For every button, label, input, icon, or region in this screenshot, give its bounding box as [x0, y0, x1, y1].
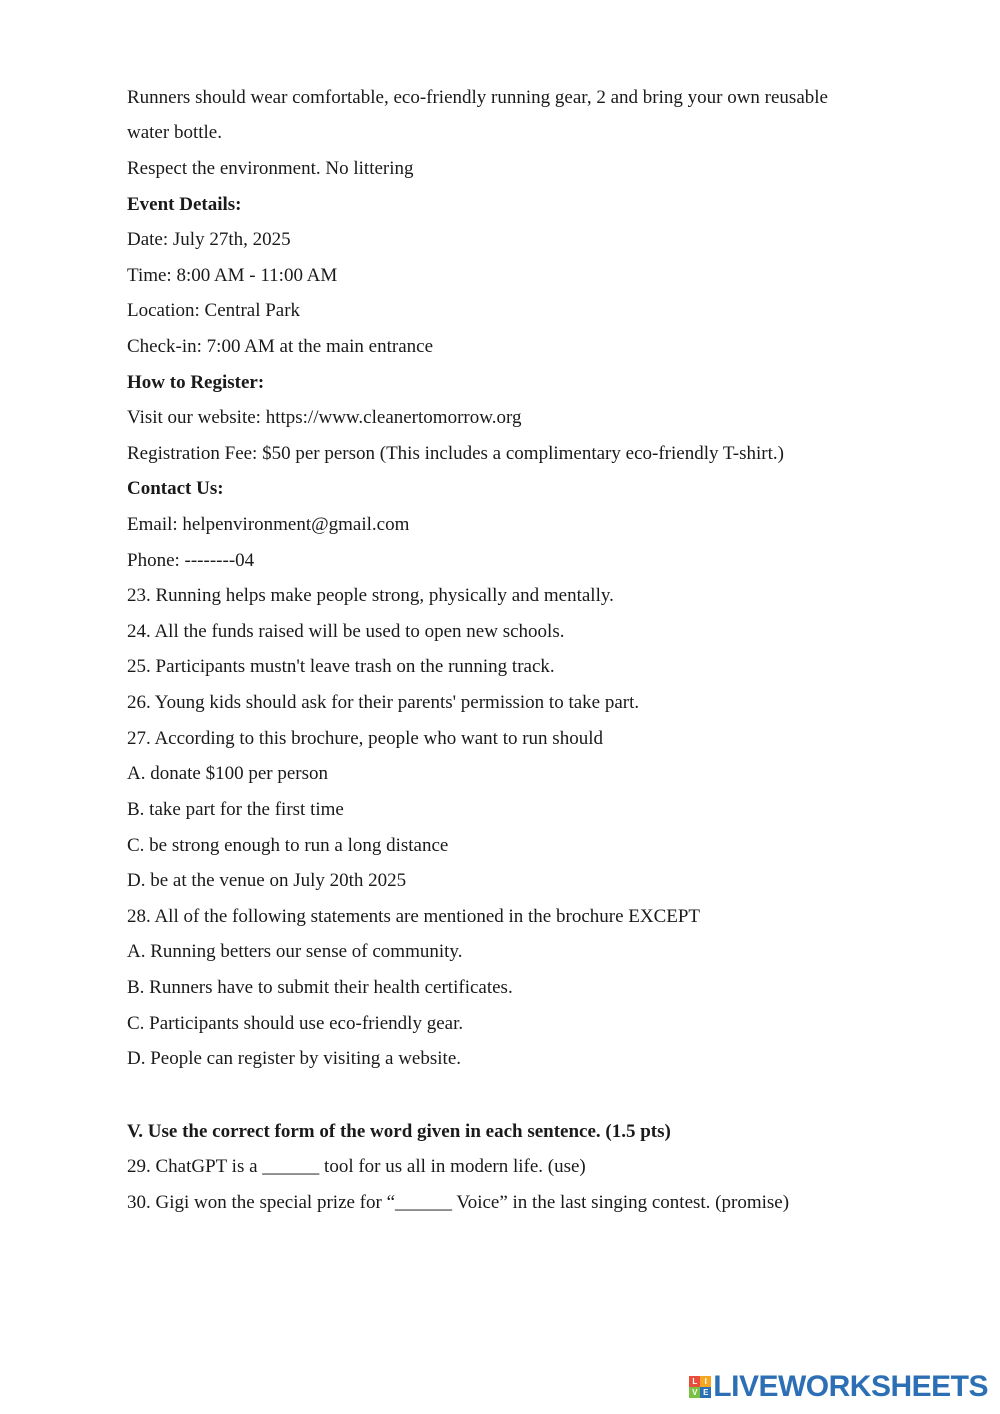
- question-28-option-a: A. Running betters our sense of community.: [127, 941, 463, 962]
- question-28-option-b: B. Runners have to submit their health certificates.: [127, 977, 513, 998]
- question-24: 24. All the funds raised will be used to open new schools.: [127, 621, 565, 642]
- logo-mark-letter: L: [689, 1376, 700, 1387]
- liveworksheets-logo: [689, 1370, 988, 1404]
- question-27-option-a: A. donate $100 per person: [127, 763, 329, 784]
- section-v-heading: V. Use the correct form of the word given in each sentence. (1.5 pts): [127, 1121, 671, 1142]
- event-date: Date: July 27th, 2025: [127, 229, 291, 250]
- contact-email: Email: helpenvironment@gmail.com: [127, 514, 410, 535]
- question-28-option-c: C. Participants should use eco-friendly gear.: [127, 1013, 464, 1034]
- question-27-option-b: B. take part for the first time: [127, 799, 344, 820]
- logo-mark-letter: V: [689, 1387, 700, 1398]
- intro-line-3: Respect the environment. No littering: [127, 158, 414, 179]
- event-time: Time: 8:00 AM - 11:00 AM: [127, 265, 338, 286]
- question-25: 25. Participants mustn't leave trash on the running track.: [127, 656, 555, 677]
- question-27-stem: 27. According to this brochure, people who want to run should: [127, 728, 603, 749]
- question-27-option-d: D. be at the venue on July 20th 2025: [127, 870, 407, 891]
- event-details-heading: Event Details:: [127, 194, 242, 215]
- event-location: Location: Central Park: [127, 300, 301, 321]
- question-28-option-d: D. People can register by visiting a website.: [127, 1048, 462, 1069]
- contact-heading: Contact Us:: [127, 478, 224, 499]
- intro-line-2: water bottle.: [127, 122, 222, 143]
- intro-line-1: Runners should wear comfortable, eco-friendly running gear, 2 and bring your own reusable: [127, 87, 828, 108]
- question-28-stem: 28. All of the following statements are mentioned in the brochure EXCEPT: [127, 906, 701, 927]
- register-website: Visit our website: https://www.cleanertomorrow.org: [127, 407, 522, 428]
- liveworksheets-logo-icon: [689, 1376, 711, 1398]
- question-23: 23. Running helps make people strong, physically and mentally.: [127, 585, 614, 606]
- question-29: 29. ChatGPT is a ______ tool for us all in modern life. (use): [127, 1156, 586, 1177]
- register-fee: Registration Fee: $50 per person (This includes a complimentary eco-friendly T-shirt.): [127, 443, 784, 464]
- event-checkin: Check-in: 7:00 AM at the main entrance: [127, 336, 434, 357]
- question-27-option-c: C. be strong enough to run a long distance: [127, 835, 449, 856]
- logo-mark-letter: E: [700, 1387, 711, 1398]
- question-26: 26. Young kids should ask for their parents' permission to take part.: [127, 692, 640, 713]
- contact-phone: Phone: --------04: [127, 550, 255, 571]
- register-heading: How to Register:: [127, 372, 265, 393]
- question-30: 30. Gigi won the special prize for “______ Voice” in the last singing contest. (promise): [127, 1192, 790, 1213]
- liveworksheets-logo-text: LIVEWORKSHEETS: [713, 1370, 988, 1403]
- logo-mark-letter: I: [700, 1376, 711, 1387]
